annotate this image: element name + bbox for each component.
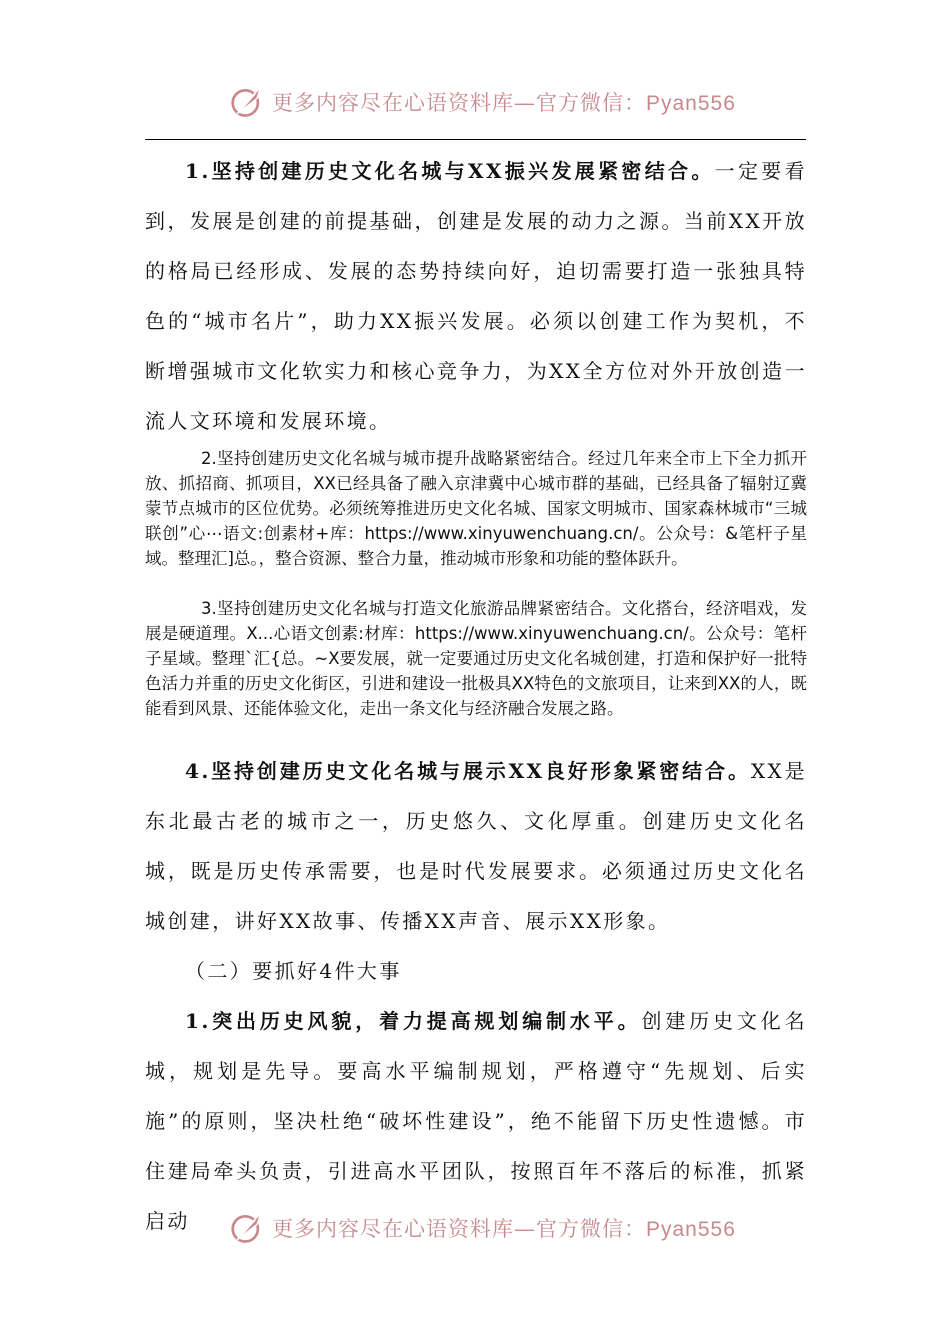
paragraph-6-lead: 1.突出历史风貌，着力提高规划编制水平。 bbox=[185, 1009, 642, 1033]
footer-wechat-id: Pyan556 bbox=[646, 1218, 736, 1241]
paragraph-4-body: XX是东北最古老的城市之一，历史悠久、文化厚重。创建历史文化名城，既是历史传承需要，也是时代发展要求。必须通过历史文化名城创建，讲好XX故事、传播XX声音、展示XX形象。 bbox=[145, 759, 807, 933]
footer-text bbox=[272, 1213, 736, 1243]
header-text-cn: 更多内容尽在心语资料库—官方微信： bbox=[272, 91, 646, 115]
header-wechat-id: Pyan556 bbox=[646, 92, 736, 115]
quill-logo-icon bbox=[230, 84, 266, 120]
paragraph-4-lead: 4.坚持创建历史文化名城与展示XX良好形象紧密结合。 bbox=[185, 759, 751, 783]
header-watermark bbox=[230, 82, 750, 122]
paragraph-2: 2.坚持创建历史文化名城与城市提升战略紧密结合。经过几年来全市上下全力抓开放、抓招商、抓项目，XX已经具备了融入京津冀中心城市群的基础，已经具备了辐射辽冀蒙节点城市的区位优势。必须统筹推进历史文化名城、国家文明城市、国家森林城市“三城联创”心⋯语文:创素材+库：https://www.xinyuwenchuang.cn/。公众号：&笔杆子星域。整理汇]总。，整合资源、整合力量，推动城市形象和功能的整体跃升。 bbox=[145, 449, 807, 568]
footer-text-cn: 更多内容尽在心语资料库—官方微信： bbox=[272, 1217, 646, 1241]
header-text bbox=[272, 87, 736, 117]
footer-watermark bbox=[230, 1208, 750, 1248]
paragraph-6-body: 创建历史文化名城，规划是先导。要高水平编制规划，严格遵守“先规划、后实施”的原则，坚决杜绝“破坏性建设”，绝不能留下历史性遗憾。市住建局牵头负责，引进高水平团队，按照百年不落后的标准，抓紧启动 bbox=[145, 1009, 807, 1233]
paragraph-4 bbox=[145, 746, 807, 946]
header-rule bbox=[145, 139, 806, 140]
section-heading: （二）要抓好4件大事 bbox=[185, 959, 402, 983]
paragraph-1 bbox=[145, 146, 807, 446]
paragraph-1-body: 一定要看到，发展是创建的前提基础，创建是发展的动力之源。当前XX开放的格局已经形成、发展的态势持续向好，迫切需要打造一张独具特色的“城市名片”，助力XX振兴发展。必须以创建工作为契机，不断增强城市文化软实力和核心竞争力，为XX全方位对外开放创造一流人文环境和发展环境。 bbox=[145, 159, 808, 433]
paragraph-3: 3.坚持创建历史文化名城与打造文化旅游品牌紧密结合。文化搭台，经济唱戏，发展是硬道理。X...心语文创素:材库：https://www.xinyuwenchuang.cn/。公众号：笔杆子星域。整理`汇{总。~X要发展，就一定要通过历史文化名城创建，打造和保护好一批特色活力并重的历史文化街区，引进和建设一批极具XX特色的文旅项目，让来到XX的人，既能看到风景、还能体验文化，走出一条文化与经济融合发展之路。 bbox=[145, 599, 807, 718]
quill-logo-icon bbox=[230, 1210, 266, 1246]
paragraph-1-lead: 1.坚持创建历史文化名城与XX振兴发展紧密结合。 bbox=[185, 159, 715, 183]
